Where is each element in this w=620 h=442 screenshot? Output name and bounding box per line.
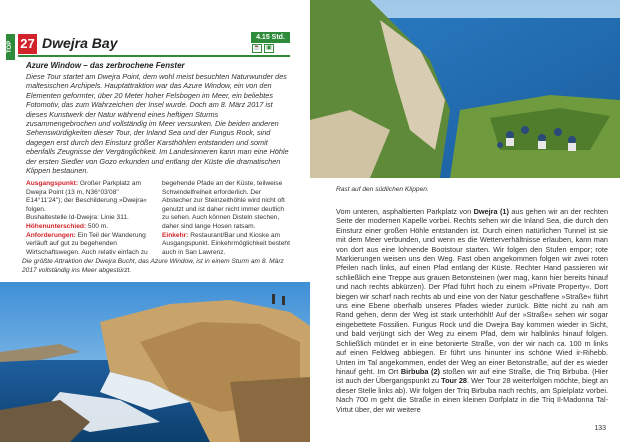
right-page	[310, 0, 620, 442]
photo-cliffs	[310, 0, 620, 178]
top-tab: TOP	[6, 34, 15, 60]
info-start: Ausgangspunkt: Großer Parkplatz am Dwejra Point (13 m, N36°03'08" E14°11'24"); der Beschilderung »Dwejra« folgen.	[26, 180, 147, 213]
photo-caption-left: Die größte Attraktion der Dwejra Bucht, das Azure Window, ist in einem Sturm am 8. März 2017 vollständig ins Meer abgestürzt.	[22, 258, 284, 274]
info-requirements: Anforderungen: Ein Teil der Wanderung verläuft auf gut zu begehenden Wirtschaftswegen. Auch relativ einfach zu begehende Pfade an der Küste, teilweise Schwindelfreiheit erforderlich. Der Abstecher zur Steinzeithöhle wird nicht oft genutzt und ist daher nicht immer deutlich zu sehen. Auch können Disteln stechen, daher sind lange Hosen ratsam.	[26, 180, 285, 256]
photo-coast-rocks	[0, 282, 310, 442]
bus-icon: ▣	[264, 44, 274, 53]
page-number: 133	[594, 425, 606, 432]
section-subtitle: Azure Window – das zerbrochene Fenster	[26, 61, 185, 70]
body-text: Vom unteren, asphaltierten Parkplatz von Dwejra (1) aus gehen wir an der rechten Seite der modernen Kapelle vorbei. Rechts sehen wir die Inland Sea, die durch den Einsturz einer großen Höhle entstanden ist. Durch einen natürlichen Tunnel ist sie mit dem Meer verbunden, und wenn es die Wetterverhältnisse erlauben, kann man von dort aus eine lohnende Bootstour starten. Wir folgen den Stufen empor; rote Markierungen weisen uns den Weg. Fast oben angekommen folgen wir zwei roten Pfeilen nach links, auf einen Pfad entlang der Küste. Rechter Hand passieren wir schließlich eine Treppe aus grauen Betonsteinen (wer mag, kann hier bereits hinauf und nach rechts abkürzen). Der Pfad führt hoch zu einem »Private Property«. Dort biegen wir scharf nach rechts ab und eine von der Natur geschaffene »Straße« führt uns eine Ebene oberhalb unseres Pfades wieder zurück. Bitte nicht zu nah am Rand gehen, denn der Weg ist stark unterhöhlt! Auf der »Straße« sehen wir sogar eingebettete Fossilien. Fungus Rock und die Dwejra Bay kommen wieder in Sicht, und bald verjüngt sich der Weg zu einem Pfad, dem wir halblinks hinauf folgen. Schließlich mündet er in eine betonierte Straße, von der wir nach ca. 100 m links auf einen Feldweg abbiegen. Er führt uns hinunter ins schöne Wied ir-Rihebb. Unten im Tal angekommen, endet der Weg an einer Betonstraße, auf der es wieder hinauf geht. Im Ort Birbuba (2) stoßen wir auf eine Straße, die Triq Birbuba. (Hier ist auch der Übergangspunkt zu Tour 28. Wer Tour 28 weiterfolgen möchte, biegt an dieser Stelle links ab). Wir folgen der Triq Birbuba nach rechts, am Spielplatz vorbei. Nach 700 m geht die Straße in einen kleinen Dorfplatz in die Triq Il-Madonna Tal-Virtut über, der wir weitere	[336, 207, 609, 414]
icon-row	[252, 44, 274, 53]
photo-caption-right: Rast auf den südlichen Klippen.	[336, 186, 429, 193]
tour-title: Dwejra Bay	[42, 35, 118, 51]
coast-illustration	[0, 282, 310, 442]
tour-number: 27	[18, 34, 37, 54]
intro-text: Diese Tour startet am Dwejra Point, dem wohl meist besuchten Naturwunder des maltesischen Archipels. Hauptattraktion war das Azure Window, ein von den Elementen geformter, über 20 Meter hoher Felsbogen im Meer, ein beliebtes Fotomotiv, das zum Wahrzeichen der Insel wurde. Doch am 8. März 2017 ist dieses Kunstwerk der Natur während eines heftigen Sturms zusammengebrochen und vollständig im Meer versunken. Die beiden anderen Sehenswürdigkeiten dieser Tour, der Inland Sea und der Fungus Rock, sind dagegen erst durch den Einsturz größer Karsthöhlen entstanden und somit ebenfalls Zeugnisse der Vergänglichkeit. Im Landesinneren kann man eine Höhle der ersten Siedler von Gozo erkunden und entlang der Küste die dramatischen Klippen bestaunen.	[26, 72, 289, 176]
info-bus: Bushaltestelle Id-Dwejra: Linie 311.	[26, 214, 129, 222]
duration-badge: 4.15 Std.	[251, 32, 290, 43]
info-box	[26, 180, 290, 257]
title-rule	[18, 55, 290, 57]
info-elevation: Höhenunterschied: 500 m.	[26, 222, 109, 230]
restaurant-icon: ☕	[253, 45, 261, 51]
cliff-illustration	[310, 0, 620, 178]
info-refreshment: Einkehr: Restaurant/Bar und Kioske am Ausgangspunkt. Einkehrmöglichkeit besteht auch in San Lawrenz.	[162, 231, 290, 256]
